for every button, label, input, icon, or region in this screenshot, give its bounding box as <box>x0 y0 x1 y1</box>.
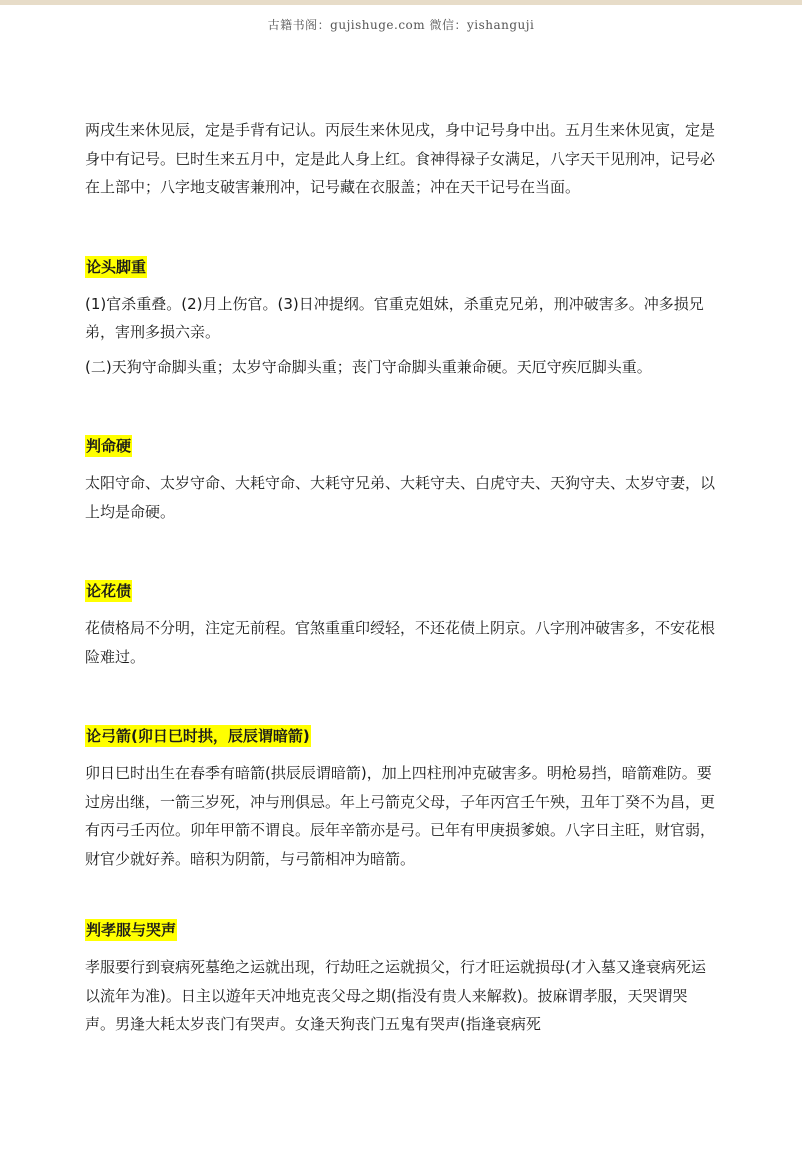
section-paragraph: 花债格局不分明，注定无前程。官煞重重印绶轻，不还花债上阴京。八字刑冲破害多，不安花根险难过。 <box>85 619 716 666</box>
section-heading-xiao-fu-ku-sheng: 判孝服与哭声 <box>86 921 177 939</box>
page-header: 古籍书阁：gujishuge.com 微信：yishanguji <box>267 18 535 32</box>
document-body <box>85 116 715 1045</box>
section-paragraph: (二)天狗守命脚头重；太岁守命脚头重；丧门守命脚头重兼命硬。天厄守疾厄脚头重。 <box>85 357 652 376</box>
top-border <box>0 0 802 5</box>
section-paragraph: 卯日巳时出生在春季有暗箭(拱辰辰谓暗箭)，加上四柱刑冲克破害多。明枪易挡，暗箭难防。要过房出继，一箭三岁死，冲与刑俱忌。年上弓箭克父母，子年丙宫壬午殃，丑年丁癸不为昌，更有丙弓壬丙位。卯年甲箭不谓良。辰年辛箭亦是弓。已年有甲庚损爹娘。八字日主旺，财官弱，财官少就好养。暗积为阴箭，与弓箭相冲为暗箭。 <box>85 764 716 868</box>
section-heading-hua-zhai: 论花债 <box>86 582 132 600</box>
section-paragraph: (1)官杀重叠。(2)月上伤官。(3)日冲提纲。官重克姐妹，杀重克兄弟，刑冲破害多。冲多损兄弟，害刑多损六亲。 <box>85 294 704 341</box>
section-heading-gong-jian: 论弓箭(卯日巳时拱，辰辰谓暗箭) <box>86 727 310 745</box>
section-paragraph: 孝服要行到衰病死墓绝之运就出现，行劫旺之运就损父，行才旺运就损母(才入墓又逢衰病死运以流年为准)。日主以遊年天冲地克丧父母之期(指没有贵人来解救)。披麻谓孝服，天哭谓哭声。男逢大耗太岁丧门有哭声。女逢天狗丧门五鬼有哭声(指逢衰病死 <box>85 958 706 1033</box>
intro-paragraph: 两戌生来休见辰，定是手背有记认。丙辰生来休见戌，身中记号身中出。五月生来休见寅，定是身中有记号。巳时生来五月中，定是此人身上红。食神得禄子女满足，八字天干见刑冲，记号必在上部中；八字地支破害兼刑冲，记号藏在衣服盖；冲在天干记号在当面。 <box>85 121 716 196</box>
section-heading-tou-jiao-zhong: 论头脚重 <box>86 257 147 276</box>
section-paragraph: 太阳守命、太岁守命、大耗守命、大耗守兄弟、大耗守夫、白虎守夫、天狗守夫、太岁守妻，以上均是命硬。 <box>85 474 716 521</box>
section-heading-ming-ying: 判命硬 <box>86 437 132 455</box>
